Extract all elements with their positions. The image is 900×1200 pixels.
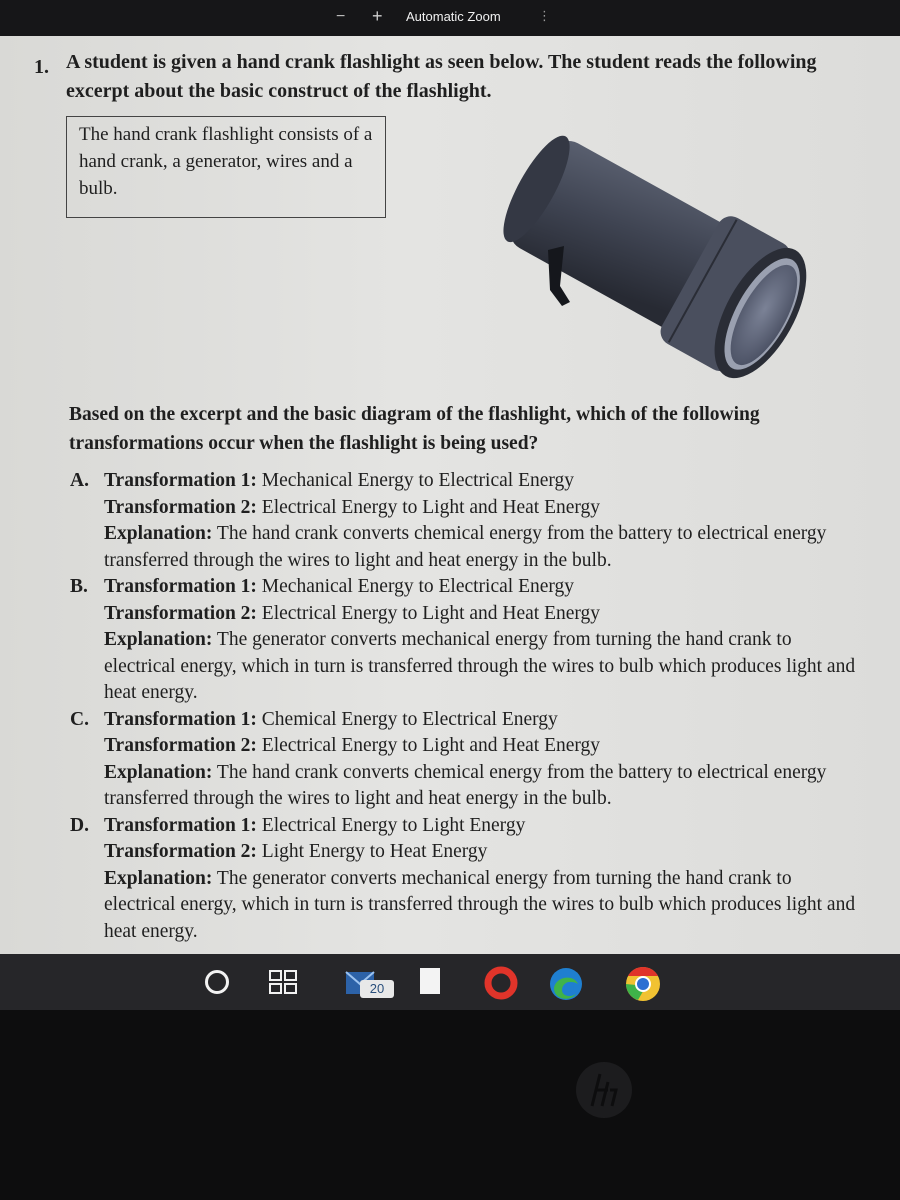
answer-options: [70, 468, 860, 945]
option-letter: D.: [70, 814, 89, 836]
task-view-icon[interactable]: [268, 969, 298, 995]
option-d[interactable]: [70, 813, 860, 946]
option-b[interactable]: [70, 574, 860, 707]
option-explanation: Explanation: The generator converts mechanical energy from turning the hand crank to electrical energy, which in turn is transferred through the wires to bulb which produces light and heat energy.: [104, 629, 856, 703]
pdf-viewer-toolbar: [0, 0, 900, 36]
option-transformation-2: Transformation 2: Electrical Energy to Light and Heat Energy: [104, 602, 601, 624]
question-prompt: Based on the excerpt and the basic diagram of the flashlight, which of the following transformations occur when the flashlight is being used?: [69, 404, 760, 454]
option-transformation-2: Transformation 2: Electrical Energy to Light and Heat Energy: [104, 735, 601, 756]
zoom-out-button[interactable]: −: [336, 8, 346, 25]
mail-icon[interactable]: [344, 966, 396, 1000]
option-c[interactable]: [70, 707, 860, 813]
option-letter: C.: [70, 708, 89, 730]
chrome-icon[interactable]: [620, 964, 666, 1004]
option-explanation: Explanation: The hand crank converts chemical energy from the battery to electrical energy transferred through the wires to light and heat energy in the bulb.: [104, 523, 827, 571]
start-icon[interactable]: [205, 970, 229, 994]
option-letter: B.: [70, 576, 88, 597]
edge-icon[interactable]: [548, 966, 584, 1002]
windows-taskbar: [0, 954, 900, 1010]
file-explorer-icon[interactable]: [420, 968, 440, 994]
option-transformation-2: Transformation 2: Electrical Energy to Light and Heat Energy: [104, 496, 601, 518]
excerpt-box: [66, 116, 386, 218]
option-letter: A.: [70, 470, 89, 491]
question-number: 1.: [34, 56, 49, 78]
zoom-dropdown-icon[interactable]: ⋮: [538, 8, 551, 23]
document-page: [0, 36, 900, 954]
option-a[interactable]: [70, 468, 860, 574]
hp-logo-icon: [574, 1060, 634, 1120]
option-transformation-1: Transformation 1: Chemical Energy to Electrical Energy: [104, 708, 558, 730]
zoom-in-button[interactable]: +: [372, 6, 383, 26]
question-stem: A student is given a hand crank flashlight as seen below. The student reads the following excerpt about the basic construct of the flashlight.: [66, 51, 817, 102]
option-transformation-1: Transformation 1: Mechanical Energy to Electrical Energy: [104, 576, 575, 597]
office-icon[interactable]: [484, 966, 518, 1000]
option-transformation-1: Transformation 1: Electrical Energy to Light Energy: [104, 814, 526, 836]
option-explanation: Explanation: The generator converts mechanical energy from turning the hand crank to electrical energy, which in turn is transferred through the wires to bulb which produces light and heat energy.: [104, 867, 856, 942]
excerpt-text: The hand crank flashlight consists of a hand crank, a generator, wires and a bulb.: [79, 124, 373, 199]
option-explanation: Explanation: The hand crank converts chemical energy from the battery to electrical energy transferred through the wires to light and heat energy in the bulb.: [104, 761, 827, 809]
zoom-select[interactable]: Automatic Zoom: [406, 9, 501, 24]
option-transformation-2: Transformation 2: Light Energy to Heat Energy: [104, 841, 488, 862]
monitor-bezel: [0, 1010, 900, 1200]
mail-badge: 20: [360, 980, 394, 998]
option-transformation-1: Transformation 1: Mechanical Energy to Electrical Energy: [104, 470, 575, 491]
flashlight-diagram: [490, 126, 820, 406]
